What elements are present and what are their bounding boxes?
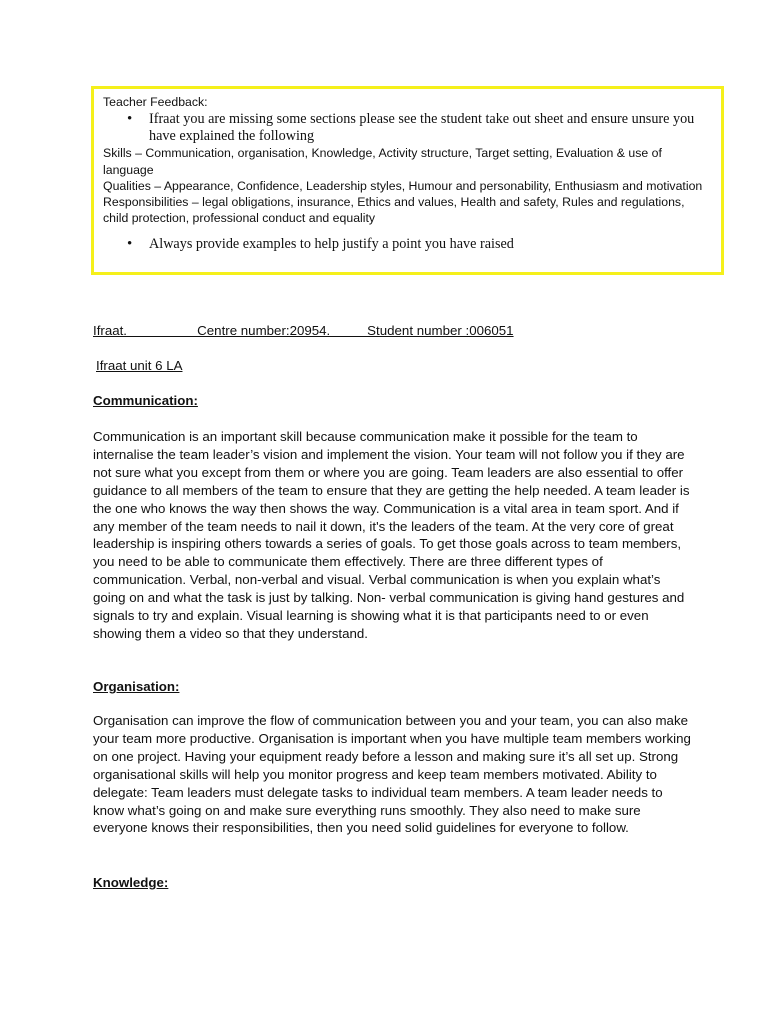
teacher-feedback-box bbox=[91, 86, 724, 275]
feedback-bullets bbox=[103, 111, 713, 145]
communication-paragraph: Communication is an important skill because communication make it possible for the team to internalise the team leader’s vision and implement the vision. Your team will not follow you if they are not sure what you except from them or where you are going. Team leaders are also essential to offer guidance to all members of the team to ensure that they are getting the help needed. A team leader is the one who knows the way then shows the way. Communication is a vital area in team sport. And if any member of the team needs to nail it down, it's the leaders of the team. At the very core of great leadership is inspiring others towards a series of goals. To get those goals across to team members, you need to be able to communicate them effectively. There are three different types of communication. Verbal, non-verbal and visual. Verbal communication is when you explain what’s going on and what the task is just by talking. Non- verbal communication is giving hand gestures and signals to try and explain. Visual learning is showing what it is that participants need to or even showing them a video so that they understand. bbox=[93, 429, 690, 641]
feedback-bullet-examples: • Always provide examples to help justify a point you have raised bbox=[103, 236, 713, 253]
organisation-paragraph: Organisation can improve the flow of communication between you and your team, you can also make your team more productive. Organisation is important when you have multiple team members working on one project. Having your equipment ready before a lesson and making sure it’s all set up. Strong organisational skills will help you monitor progress and keep team members motivated. Ability to delegate: Team leaders must delegate tasks to individual team members. A team leader needs to know what’s going on and make sure everything runs smoothly. They also need to make sure everyone knows their responsibilities, then you need solid guidelines for everyone to follow. bbox=[93, 713, 691, 836]
knowledge-heading: Knowledge: bbox=[93, 875, 169, 890]
student-header-line: Ifraat. Centre number:20954. Student number :006051 bbox=[93, 323, 514, 338]
organisation-heading: Organisation: bbox=[93, 679, 180, 694]
feedback-skills: Skills – Communication, organisation, Knowledge, Activity structure, Target setting, Evaluation & use of language bbox=[103, 146, 662, 177]
feedback-qualities: Qualities – Appearance, Confidence, Leadership styles, Humour and personability, Enthusiasm and motivation bbox=[103, 178, 703, 193]
feedback-bullets-examples bbox=[103, 236, 713, 253]
feedback-title: Teacher Feedback: bbox=[103, 95, 208, 109]
feedback-bullet-missing-sections: • Ifraat you are missing some sections please see the student take out sheet and ensure unsure you have explained the following bbox=[103, 111, 713, 145]
unit-title: Ifraat unit 6 LA bbox=[96, 358, 183, 373]
feedback-responsibilities: Responsibilities – legal obligations, insurance, Ethics and values, Health and safety, Rules and regulations, child protection, professional conduct and equality bbox=[103, 195, 685, 226]
communication-heading: Communication: bbox=[93, 393, 198, 408]
